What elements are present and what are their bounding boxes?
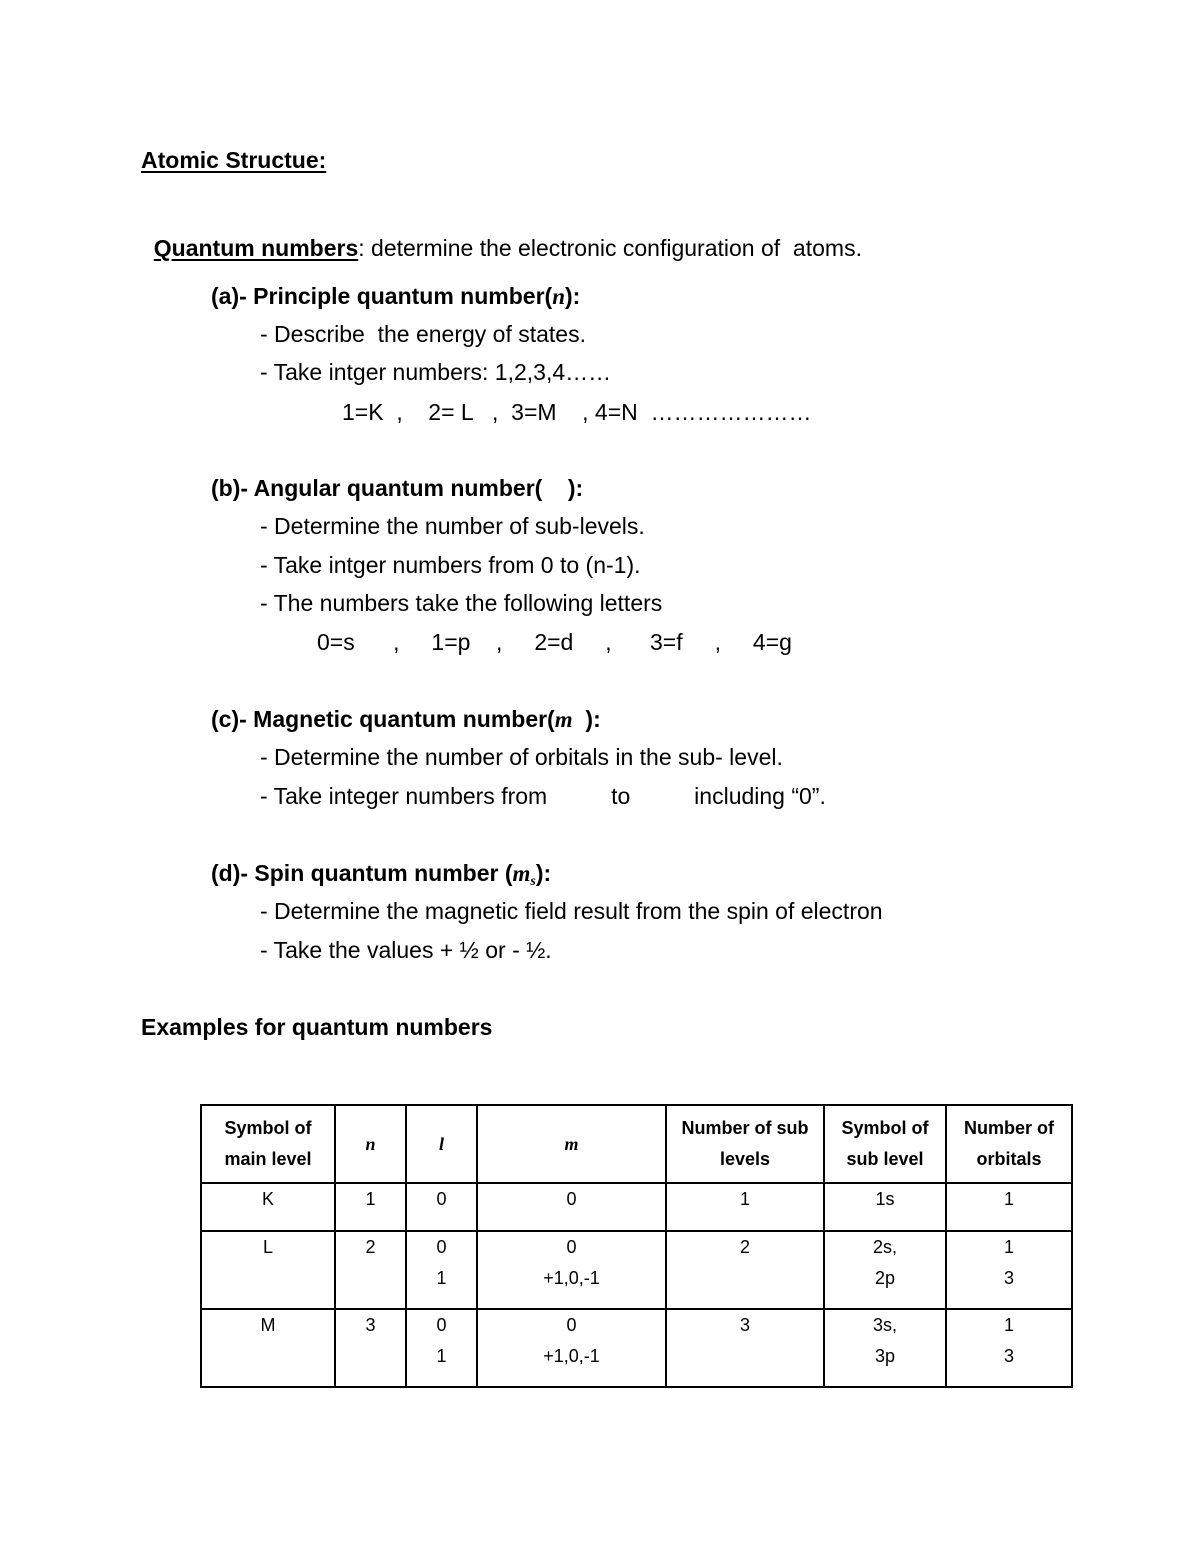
cell-value: 1 bbox=[1003, 1315, 1014, 1335]
cell-n: 3 bbox=[335, 1309, 406, 1387]
section-a-bullet: - Take intger numbers: 1,2,3,4…… bbox=[260, 359, 612, 385]
section-c-prefix: (c)- Magnetic quantum number( bbox=[211, 706, 555, 732]
cell-value: 0 bbox=[566, 1189, 577, 1209]
cell-value: 0 bbox=[436, 1237, 447, 1257]
section-b-heading: (b)- Angular quantum number( ): bbox=[211, 475, 584, 501]
section-b-bullet: - Determine the number of sub-levels. bbox=[260, 513, 645, 539]
cell-sym-sub bbox=[824, 1231, 946, 1309]
header-l: l bbox=[406, 1105, 477, 1183]
page-title: Atomic Structue: bbox=[141, 147, 327, 173]
header-num-orb bbox=[946, 1105, 1072, 1183]
cell-num-orb bbox=[946, 1231, 1072, 1309]
section-a-symbol: n bbox=[552, 284, 565, 309]
table-row bbox=[201, 1309, 1072, 1387]
header-n: n bbox=[335, 1105, 406, 1183]
cell-l bbox=[406, 1309, 477, 1387]
examples-heading: Examples for quantum numbers bbox=[141, 1014, 493, 1040]
cell-value: 3p bbox=[874, 1346, 896, 1366]
header-text: levels bbox=[719, 1149, 771, 1169]
section-a-heading bbox=[211, 281, 580, 312]
section-a-levels: 1=K , 2= L , 3=M , 4=N ………………… bbox=[342, 399, 812, 425]
header-text: main level bbox=[224, 1149, 312, 1169]
section-a-bullet: - Describe the energy of states. bbox=[260, 321, 586, 347]
header-text: orbitals bbox=[976, 1149, 1042, 1169]
header-m: m bbox=[477, 1105, 666, 1183]
section-c-suffix: ): bbox=[572, 706, 601, 732]
cell-value: 1 bbox=[436, 1346, 447, 1366]
header-text: Symbol of bbox=[841, 1118, 929, 1138]
cell-num-sub: 2 bbox=[666, 1231, 824, 1309]
section-c-bullet: - Determine the number of orbitals in the sub- level. bbox=[260, 744, 783, 770]
cell-value: 0 bbox=[436, 1315, 447, 1335]
section-b-bullet: - Take intger numbers from 0 to (n-1). bbox=[260, 552, 641, 578]
cell-n: 1 bbox=[335, 1183, 406, 1231]
quantum-numbers-table bbox=[200, 1104, 1073, 1388]
header-text: sub level bbox=[846, 1149, 924, 1169]
cell-value: +1,0,-1 bbox=[543, 1268, 600, 1288]
cell-value: 3 bbox=[1003, 1346, 1014, 1366]
header-text: Symbol of bbox=[224, 1118, 312, 1138]
cell-m bbox=[477, 1183, 666, 1231]
section-d-heading bbox=[211, 858, 551, 897]
header-sym-sub bbox=[824, 1105, 946, 1183]
cell-value: 3s, bbox=[872, 1315, 897, 1335]
cell-l bbox=[406, 1183, 477, 1231]
cell-main: L bbox=[201, 1231, 335, 1309]
cell-value: 2s, bbox=[872, 1237, 897, 1257]
cell-sym-sub bbox=[824, 1309, 946, 1387]
section-d-bullet: - Take the values + ½ or - ½. bbox=[260, 937, 552, 963]
cell-main: M bbox=[201, 1309, 335, 1387]
cell-value: 1 bbox=[1003, 1237, 1014, 1257]
header-num-sub bbox=[666, 1105, 824, 1183]
cell-value: 1 bbox=[1003, 1189, 1014, 1209]
cell-l bbox=[406, 1231, 477, 1309]
section-c-heading bbox=[211, 704, 601, 735]
intro-line bbox=[141, 203, 862, 263]
cell-m bbox=[477, 1231, 666, 1309]
header-text: Number of bbox=[964, 1118, 1054, 1138]
cell-value: 3 bbox=[1003, 1268, 1014, 1288]
section-a-prefix: (a)- Principle quantum number( bbox=[211, 283, 553, 309]
cell-value: 0 bbox=[566, 1237, 577, 1257]
section-d-symbol: m bbox=[512, 861, 531, 886]
table-row bbox=[201, 1231, 1072, 1309]
section-d-suffix: ): bbox=[535, 860, 552, 886]
table-header-row bbox=[201, 1105, 1072, 1183]
header-text: Number of sub bbox=[681, 1118, 809, 1138]
section-c-bullet: - Take integer numbers from to including “0”. bbox=[260, 783, 826, 809]
cell-value: +1,0,-1 bbox=[543, 1346, 600, 1366]
section-d-prefix: (d)- Spin quantum number ( bbox=[211, 860, 513, 886]
header-symbol-main bbox=[201, 1105, 335, 1183]
cell-value: 1s bbox=[875, 1189, 895, 1209]
section-b-letters: 0=s , 1=p , 2=d , 3=f , 4=g bbox=[317, 629, 792, 655]
section-b-bullet: - The numbers take the following letters bbox=[260, 590, 663, 616]
section-d-bullet: - Determine the magnetic field result from the spin of electron bbox=[260, 898, 883, 924]
cell-value: 0 bbox=[566, 1315, 577, 1335]
cell-num-orb bbox=[946, 1309, 1072, 1387]
cell-value: 0 bbox=[436, 1189, 447, 1209]
intro-text: : determine the electronic configuration of atoms. bbox=[358, 235, 862, 261]
cell-main: K bbox=[201, 1183, 335, 1231]
cell-value: 2p bbox=[874, 1268, 896, 1288]
cell-value: 1 bbox=[436, 1268, 447, 1288]
cell-sym-sub bbox=[824, 1183, 946, 1231]
cell-num-sub: 3 bbox=[666, 1309, 824, 1387]
cell-num-sub: 1 bbox=[666, 1183, 824, 1231]
cell-num-orb bbox=[946, 1183, 1072, 1231]
section-c-symbol: m bbox=[554, 707, 573, 732]
intro-term: Quantum numbers bbox=[153, 235, 359, 261]
cell-n: 2 bbox=[335, 1231, 406, 1309]
section-d-symbol-sub: s bbox=[530, 874, 536, 889]
table-row bbox=[201, 1183, 1072, 1231]
cell-m bbox=[477, 1309, 666, 1387]
section-a-suffix: ): bbox=[564, 283, 581, 309]
